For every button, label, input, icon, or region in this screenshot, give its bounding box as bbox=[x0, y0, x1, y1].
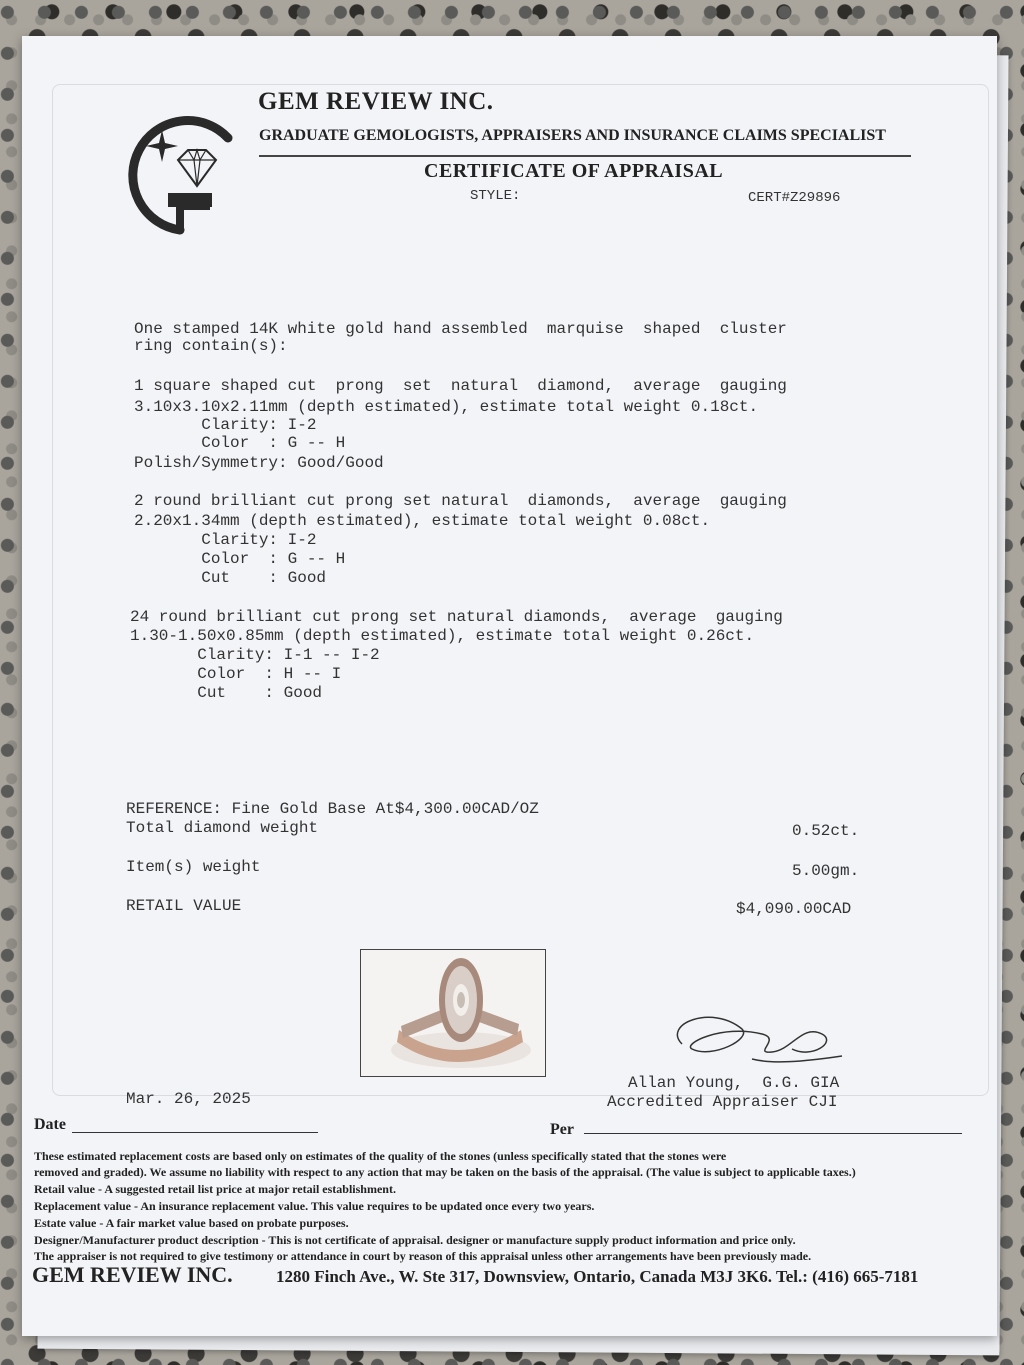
per-label: Per bbox=[550, 1121, 574, 1138]
disclaimer-line: Retail value - A suggested retail list price at major retail establishment. bbox=[34, 1182, 396, 1196]
stone-1-clarity: Clarity: I-2 bbox=[134, 416, 317, 434]
item-weight-label: Item(s) weight bbox=[126, 858, 261, 876]
description-line: One stamped 14K white gold hand assembled marquise shaped cluster bbox=[134, 320, 787, 338]
reference-line: REFERENCE: Fine Gold Base At$4,300.00CAD/OZ bbox=[126, 800, 539, 818]
style-label: STYLE: bbox=[470, 188, 521, 204]
stone-1-polish: Polish/Symmetry: Good/Good bbox=[134, 454, 384, 472]
stone-3-cut: Cut : Good bbox=[130, 684, 323, 702]
date-line bbox=[72, 1132, 318, 1133]
disclaimer-line: These estimated replacement costs are based only on estimates of the quality of the stones (unless specifically stated that the stones were bbox=[34, 1149, 727, 1163]
header-rule bbox=[259, 155, 911, 157]
ring-image bbox=[361, 950, 545, 1076]
disclaimer-line: Replacement value - An insurance replacement value. This value requires to be updated once every two years. bbox=[34, 1199, 595, 1213]
stone-1-line: 1 square shaped cut prong set natural diamond, average gauging bbox=[134, 377, 787, 395]
stone-2-line: 2.20x1.34mm (depth estimated), estimate total weight 0.08ct. bbox=[134, 512, 711, 530]
stone-3-color: Color : H -- I bbox=[130, 665, 342, 683]
retail-value-amount: $4,090.00CAD bbox=[736, 900, 852, 918]
stone-2-line: 2 round brilliant cut prong set natural diamonds, average gauging bbox=[134, 492, 787, 510]
company-tagline: GRADUATE GEMOLOGISTS, APPRAISERS AND INSURANCE CLAIMS SPECIALIST bbox=[259, 127, 886, 144]
stone-2-cut: Cut : Good bbox=[134, 569, 327, 587]
stone-3-line: 1.30-1.50x0.85mm (depth estimated), estimate total weight 0.26ct. bbox=[130, 627, 755, 645]
date-label: Date bbox=[34, 1116, 66, 1133]
appraiser-credential: Accredited Appraiser CJI bbox=[607, 1093, 838, 1111]
total-diamond-weight-label: Total diamond weight bbox=[126, 819, 319, 837]
cert-number: CERT#Z29896 bbox=[748, 190, 841, 206]
ring-photo bbox=[360, 949, 546, 1077]
certificate-title: CERTIFICATE OF APPRAISAL bbox=[424, 160, 724, 182]
item-weight-value: 5.00gm. bbox=[792, 862, 860, 880]
disclaimer-line: The appraiser is not required to give testimony or attendance in court by reason of this appraisal unless other arrangements have been previously made. bbox=[34, 1249, 812, 1263]
stone-1-line: 3.10x3.10x2.11mm (depth estimated), estimate total weight 0.18ct. bbox=[134, 398, 759, 416]
company-name: GEM REVIEW INC. bbox=[258, 88, 494, 115]
stone-2-clarity: Clarity: I-2 bbox=[134, 531, 317, 549]
footer-company: GEM REVIEW INC. bbox=[32, 1262, 233, 1287]
disclaimer-line: Designer/Manufacturer product description - This is not certificate of appraisal. designer or manufacture supply product information and price only. bbox=[34, 1233, 796, 1247]
disclaimer-line: Estate value - A fair market value based on probate purposes. bbox=[34, 1216, 349, 1230]
stone-3-clarity: Clarity: I-1 -- I-2 bbox=[130, 646, 380, 664]
stone-1-color: Color : G -- H bbox=[134, 434, 346, 452]
appraiser-name: Allan Young, G.G. GIA bbox=[628, 1074, 840, 1092]
appraisal-date: Mar. 26, 2025 bbox=[126, 1090, 251, 1108]
stone-2-color: Color : G -- H bbox=[134, 550, 346, 568]
total-diamond-weight-value: 0.52ct. bbox=[792, 822, 860, 840]
appraisal-certificate bbox=[22, 36, 997, 1336]
per-line bbox=[584, 1133, 962, 1134]
stone-3-line: 24 round brilliant cut prong set natural diamonds, average gauging bbox=[130, 608, 783, 626]
description-line: ring contain(s): bbox=[134, 337, 288, 355]
footer-address: 1280 Finch Ave., W. Ste 317, Downsview, Ontario, Canada M3J 3K6. Tel.: (416) 665-7181 bbox=[276, 1267, 919, 1286]
appraiser-signature bbox=[652, 1004, 852, 1074]
retail-value-label: RETAIL VALUE bbox=[126, 897, 242, 915]
gem-logo-icon bbox=[110, 98, 240, 238]
disclaimer-line: removed and graded). We assume no liability with respect to any action that may be taken on the basis of the appraisal. (The value is subject to applicable taxes.) bbox=[34, 1165, 856, 1179]
